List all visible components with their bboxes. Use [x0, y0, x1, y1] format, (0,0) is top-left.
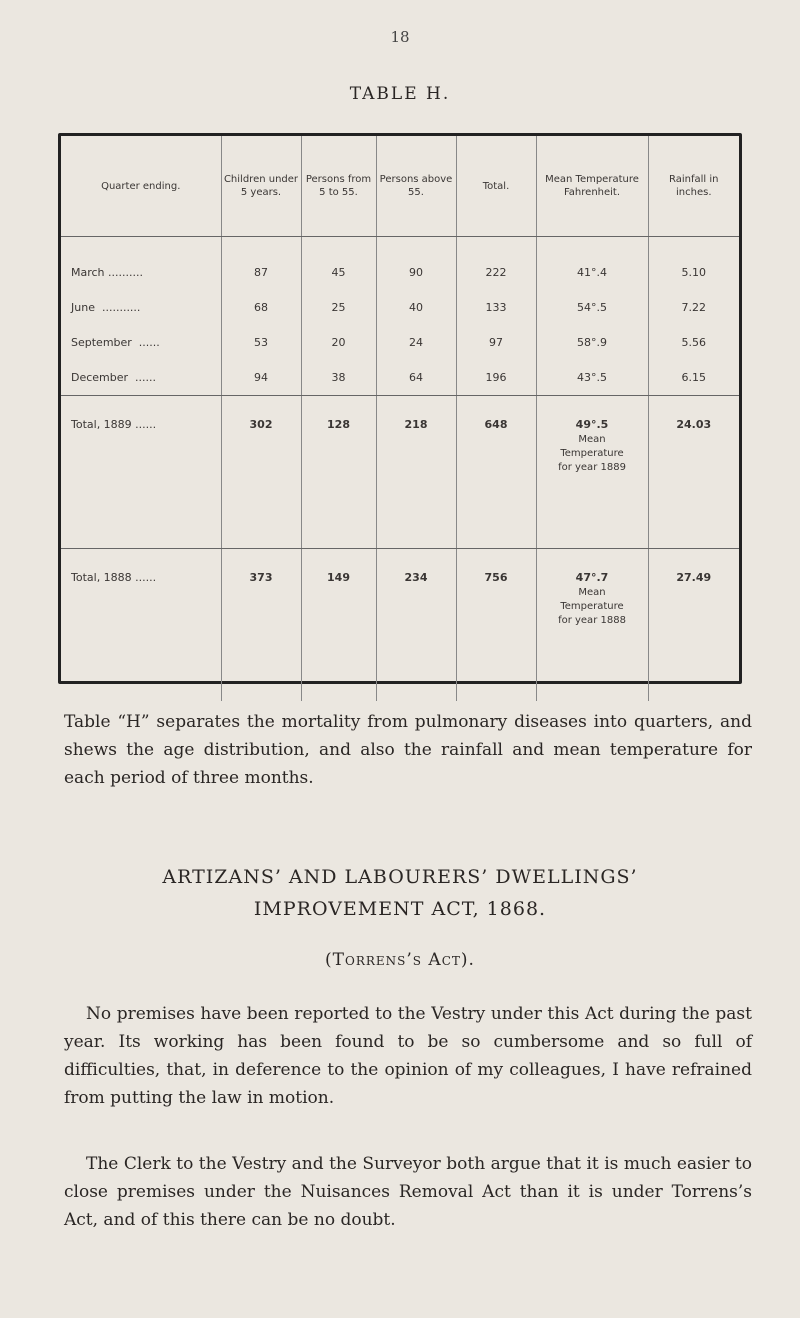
total-row-1889 [61, 396, 739, 549]
header-rainfall: Rainfall in inches. [648, 136, 739, 237]
temperature-cell: 54°.5 [536, 290, 648, 325]
mean-temperature-note: Mean Temperature for year 1889 [558, 434, 626, 473]
table-row [61, 255, 739, 290]
rainfall-cell: 7.22 [681, 301, 706, 314]
total-cell: 756 [456, 549, 536, 702]
header-quarter: Quarter ending. [61, 136, 221, 237]
header-total: Total. [456, 136, 536, 237]
total-cell: 648 [456, 396, 536, 549]
total-cell: 133 [456, 290, 536, 325]
total-label: Total, 1889 ...... [61, 396, 221, 549]
page-number: 18 [390, 28, 410, 46]
temperature-cell: 43°.5 [536, 360, 648, 396]
table-title: TABLE H. [349, 84, 451, 104]
persons-5-55-cell: 45 [301, 255, 376, 290]
mortality-table [61, 136, 739, 701]
quarter-cell: June ........... [61, 290, 221, 325]
table-row [61, 360, 739, 396]
persons-above-55-cell: 218 [376, 396, 456, 549]
header-temperature: Mean Temperature Fahrenheit. [536, 136, 648, 237]
quarter-cell: September ...... [61, 325, 221, 360]
total-cell: 97 [456, 325, 536, 360]
persons-5-55-cell: 20 [301, 325, 376, 360]
header-children: Children under 5 years. [221, 136, 301, 237]
temperature-cell [536, 549, 648, 702]
temperature-value: 47°.7 [575, 571, 609, 584]
rainfall-cell: 27.49 [676, 571, 712, 584]
children-cell: 87 [221, 255, 301, 290]
temperature-value: 49°.5 [575, 418, 609, 431]
persons-5-55-cell: 128 [301, 396, 376, 549]
paragraph-clerk: The Clerk to the Vestry and the Surveyor both argue that it is much easier to close premises under the Nuisances Removal Act than it is under Torrens’s Act, and of this there can be no doubt. [64, 1154, 752, 1230]
children-cell: 373 [221, 549, 301, 702]
paragraph-premises: No premises have been reported to the Vestry under this Act during the past year. Its working has been found to be so cumbersome and so full of difficulties, that, in deference to the opinion of my colleagues, I have refrained from putting the law in motion. [64, 1004, 752, 1108]
section-subheading: (Torrens’s Act). [325, 950, 475, 970]
mean-temperature-note: Mean Temperature for year 1888 [558, 587, 626, 626]
persons-above-55-cell: 90 [376, 255, 456, 290]
table-row [61, 290, 739, 325]
persons-above-55-cell: 234 [376, 549, 456, 702]
table-header-row [61, 136, 739, 237]
rainfall-cell: 5.56 [681, 336, 706, 349]
table-row [61, 325, 739, 360]
children-cell: 53 [221, 325, 301, 360]
children-cell: 302 [221, 396, 301, 549]
temperature-cell [536, 396, 648, 549]
rainfall-cell: 24.03 [648, 396, 739, 549]
rainfall-cell: 5.10 [681, 266, 706, 279]
total-label: Total, 1888 ...... [61, 549, 221, 702]
header-persons-above-55: Persons above 55. [376, 136, 456, 237]
temperature-cell: 58°.9 [536, 325, 648, 360]
quarter-cell: March .......... [61, 255, 221, 290]
header-persons-5-55: Persons from 5 to 55. [301, 136, 376, 237]
persons-5-55-cell: 149 [301, 549, 376, 702]
rainfall-cell: 6.15 [648, 360, 739, 396]
total-cell: 196 [456, 360, 536, 396]
section-heading-line1: ARTIZANS’ AND LABOURERS’ DWELLINGS’ [162, 866, 638, 888]
children-cell: 68 [221, 290, 301, 325]
persons-above-55-cell: 64 [376, 360, 456, 396]
table-note-paragraph: Table “H” separates the mortality from pulmonary diseases into quarters, and shews the age distribution, and also the rainfall and mean temperature for each period of three months. [64, 712, 752, 788]
total-cell: 222 [456, 255, 536, 290]
total-row-1888 [61, 549, 739, 702]
persons-above-55-cell: 40 [376, 290, 456, 325]
section-heading-line2: IMPROVEMENT ACT, 1868. [253, 898, 547, 920]
temperature-cell: 41°.4 [536, 255, 648, 290]
children-cell: 94 [221, 360, 301, 396]
persons-5-55-cell: 25 [301, 290, 376, 325]
persons-above-55-cell: 24 [376, 325, 456, 360]
persons-5-55-cell: 38 [301, 360, 376, 396]
quarter-cell: December ...... [61, 360, 221, 396]
